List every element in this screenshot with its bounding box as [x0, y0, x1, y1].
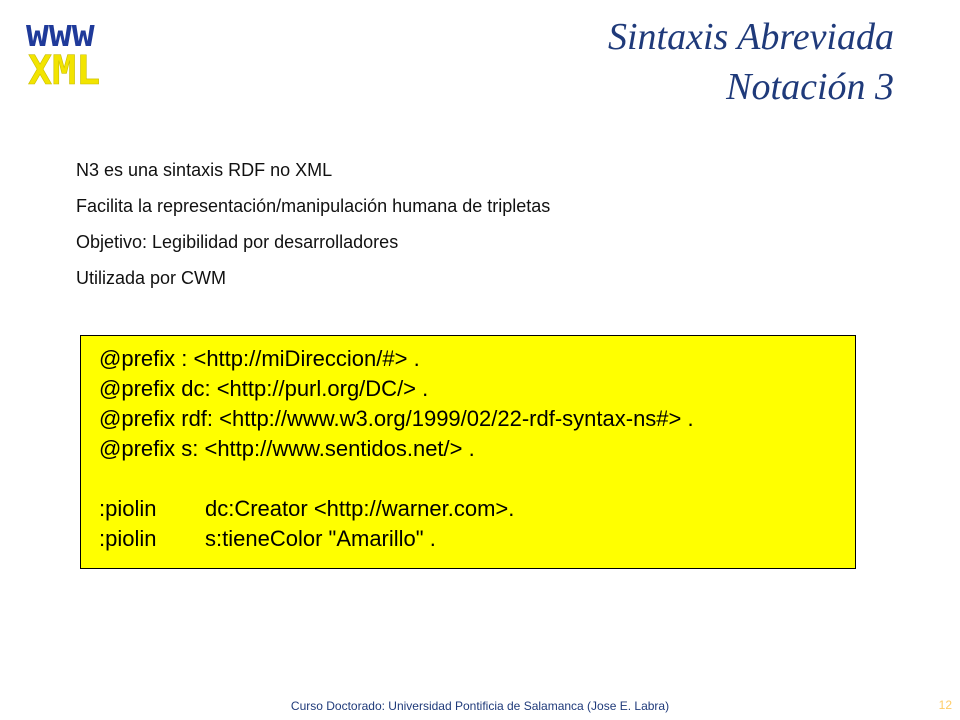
prefix-line: @prefix s: <http://www.sentidos.net/> .: [99, 436, 475, 461]
triple-predicate-object: dc:Creator <http://warner.com>.: [205, 496, 515, 521]
triple-line: [99, 494, 855, 524]
prefix-line: @prefix : <http://miDireccion/#> .: [99, 346, 420, 371]
bullet-item: Facilita la representación/manipulación humana de tripletas: [76, 196, 551, 216]
prefix-line: @prefix rdf: <http://www.w3.org/1999/02/22-rdf-syntax-ns#> .: [99, 406, 694, 431]
triple-predicate-object: s:tieneColor "Amarillo" .: [205, 526, 436, 551]
n3-code-box: [80, 335, 856, 569]
logo-xml-text: XML: [28, 48, 101, 90]
bullet-list: [76, 158, 550, 302]
slide-footer: Curso Doctorado: Universidad Pontificia de Salamanca (Jose E. Labra): [290, 699, 670, 713]
www-xml-logo: [26, 12, 126, 90]
bullet-item: Utilizada por CWM: [76, 268, 227, 288]
slide-title-line2: Notación 3: [726, 66, 894, 108]
bullet-item: Objetivo: Legibilidad por desarrolladores: [76, 232, 399, 252]
triple-subject: :piolin: [99, 526, 157, 551]
triple-line: [99, 524, 855, 554]
slide-title-line1: Sintaxis Abreviada: [607, 16, 894, 58]
www-xml-logo-graphic: [26, 12, 126, 90]
triple-subject: :piolin: [99, 496, 157, 521]
page-number: 12: [938, 698, 952, 712]
slide-title: [608, 12, 894, 112]
prefix-line: @prefix dc: <http://purl.org/DC/> .: [99, 376, 429, 401]
bullet-item: N3 es una sintaxis RDF no XML: [76, 160, 333, 180]
logo-www-text: www: [26, 12, 95, 55]
code-blank-line: [99, 464, 855, 494]
